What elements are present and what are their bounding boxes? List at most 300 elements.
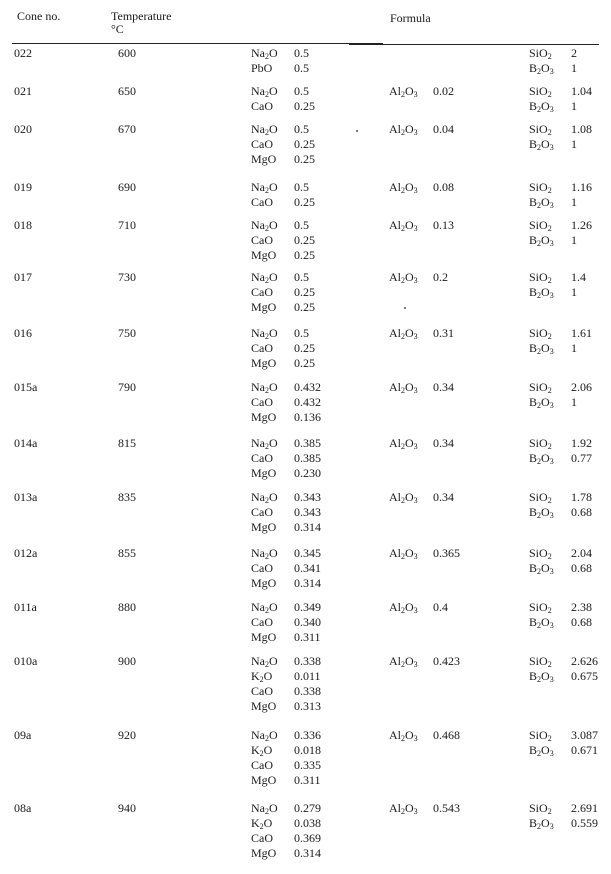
oxide-amount: 0.4: [433, 600, 448, 614]
oxide-formula: $Al_2O_3$: [389, 728, 418, 743]
oxide-amount: 3.087: [571, 728, 598, 742]
oxide-formula: MgO: [251, 698, 277, 713]
acid-oxide-column: [529, 801, 598, 831]
oxide-amount: 0.25: [294, 136, 315, 151]
oxide-amount: 0.279: [294, 801, 321, 815]
alumina-entry: [389, 326, 454, 341]
acid-oxide-column: [529, 46, 577, 76]
oxide-formula: $B_2O_3$: [529, 60, 554, 76]
acid-oxide-entry: [529, 99, 592, 114]
oxide-amount: 0.136: [294, 409, 321, 424]
oxide-formula: $Na_2O$: [251, 600, 278, 615]
temperature-value: 900: [118, 654, 136, 668]
oxide-formula: $B_2O_3$: [529, 614, 554, 630]
oxide-amount: 1.78: [571, 490, 592, 504]
oxide-formula: $Na_2O$: [251, 270, 278, 285]
oxide-amount: 0.5: [294, 218, 309, 232]
oxide-amount: 0.311: [294, 772, 321, 787]
ro-oxide-entry: [251, 630, 321, 645]
oxide-amount: 0.336: [294, 728, 321, 742]
acid-oxide-entry: [529, 654, 598, 669]
alumina-entry: [389, 546, 460, 561]
oxide-amount: 0.038: [294, 815, 321, 830]
alumina-entry: [389, 180, 454, 195]
ro-oxide-entry: [251, 195, 315, 210]
oxide-amount: 0.25: [294, 247, 315, 262]
acid-oxide-entry: [529, 46, 577, 61]
oxide-amount: 0.5: [294, 84, 309, 98]
oxide-formula: $Na_2O$: [251, 180, 278, 195]
oxide-formula: $Al_2O_3$: [389, 654, 418, 669]
ro-oxide-entry: [251, 669, 321, 684]
oxide-formula: MgO: [251, 575, 277, 590]
ro-oxide-column: [251, 600, 321, 645]
oxide-amount: 0.25: [294, 151, 315, 166]
oxide-formula: $Na_2O$: [251, 728, 278, 743]
acid-oxide-entry: [529, 505, 592, 520]
ro-oxide-column: [251, 218, 315, 263]
acid-oxide-column: [529, 326, 592, 356]
oxide-formula: $Na_2O$: [251, 436, 278, 451]
cone-number: 010a: [14, 654, 38, 668]
oxide-formula: CaO: [251, 757, 273, 772]
oxide-amount: 0.338: [294, 654, 321, 668]
oxide-amount: 1: [571, 284, 577, 299]
oxide-formula: $Al_2O_3$: [389, 546, 418, 561]
oxide-formula: SiO$_2$: [529, 546, 552, 561]
oxide-formula: MgO: [251, 355, 277, 370]
oxide-formula: SiO$_2$: [529, 728, 552, 743]
acid-oxide-column: [529, 728, 598, 758]
oxide-formula: $Na_2O$: [251, 546, 278, 561]
ro-oxide-entry: [251, 233, 315, 248]
oxide-amount: 1: [571, 194, 577, 209]
oxide-amount: 2.06: [571, 380, 592, 394]
ro-oxide-entry: [251, 816, 321, 831]
temperature-value: 855: [118, 546, 136, 560]
ro-oxide-column: [251, 180, 315, 210]
oxide-amount: 0.349: [294, 600, 321, 614]
ro-oxide-entry: [251, 122, 315, 137]
oxide-amount: 0.543: [433, 801, 460, 815]
oxide-amount: 0.31: [433, 326, 454, 340]
oxide-amount: 1.4: [571, 270, 586, 284]
oxide-amount: 0.369: [294, 830, 321, 845]
cone-number: 012a: [14, 546, 38, 560]
oxide-amount: 0.68: [571, 614, 592, 629]
acid-oxide-column: [529, 84, 592, 114]
oxide-amount: 1: [571, 340, 577, 355]
oxide-formula: $Na_2O$: [251, 326, 278, 341]
ro-oxide-entry: [251, 451, 321, 466]
ro-oxide-entry: [251, 395, 321, 410]
ro-oxide-column: [251, 436, 321, 481]
acid-oxide-column: [529, 122, 592, 152]
oxide-formula: $B_2O_3$: [529, 560, 554, 576]
ro-oxide-entry: [251, 490, 321, 505]
cone-number: 017: [14, 270, 32, 284]
ro-oxide-entry: [251, 576, 321, 591]
oxide-amount: 0.5: [294, 270, 309, 284]
oxide-formula: $Na_2O$: [251, 654, 278, 669]
ro-oxide-column: [251, 654, 321, 714]
oxide-amount: 0.5: [294, 180, 309, 194]
oxide-formula: $B_2O_3$: [529, 136, 554, 152]
oxide-formula: $K_2O$: [251, 815, 273, 831]
header-temperature-label: Temperature: [111, 9, 172, 23]
oxide-amount: 0.365: [433, 546, 460, 560]
alumina-entry: [389, 654, 460, 669]
acid-oxide-entry: [529, 285, 586, 300]
alumina-entry: [389, 728, 460, 743]
oxide-formula: $Na_2O$: [251, 218, 278, 233]
oxide-amount: 0.5: [294, 122, 309, 136]
oxide-formula: CaO: [251, 560, 273, 575]
ro-oxide-column: [251, 84, 315, 114]
ro-oxide-column: [251, 728, 321, 788]
temperature-value: 690: [118, 180, 136, 194]
header-formula: Formula: [390, 11, 431, 25]
oxide-amount: 0.25: [294, 98, 315, 113]
oxide-formula: SiO$_2$: [529, 180, 552, 195]
acid-oxide-column: [529, 436, 592, 466]
acid-oxide-entry: [529, 270, 586, 285]
oxide-formula: MgO: [251, 299, 277, 314]
oxide-amount: 1.92: [571, 436, 592, 450]
ro-oxide-entry: [251, 218, 315, 233]
oxide-amount: 1.04: [571, 84, 592, 98]
alumina-entry: [389, 436, 454, 451]
alumina-entry: [389, 490, 454, 505]
oxide-amount: 0.671: [571, 742, 598, 757]
oxide-formula: $Al_2O_3$: [389, 84, 418, 99]
ro-oxide-entry: [251, 300, 315, 315]
acid-oxide-entry: [529, 743, 598, 758]
alumina-column: [389, 270, 448, 285]
ro-oxide-entry: [251, 615, 321, 630]
oxide-formula: SiO$_2$: [529, 270, 552, 285]
cone-number: 021: [14, 84, 32, 98]
oxide-amount: 0.423: [433, 654, 460, 668]
acid-oxide-entry: [529, 218, 592, 233]
temperature-value: 650: [118, 84, 136, 98]
oxide-amount: 1.26: [571, 218, 592, 232]
alumina-column: [389, 436, 454, 451]
oxide-amount: 0.559: [571, 815, 598, 830]
oxide-formula: SiO$_2$: [529, 436, 552, 451]
acid-oxide-entry: [529, 615, 592, 630]
oxide-formula: $B_2O_3$: [529, 668, 554, 684]
alumina-entry: [389, 84, 454, 99]
oxide-amount: 0.25: [294, 299, 315, 314]
oxide-formula: SiO$_2$: [529, 654, 552, 669]
ro-oxide-entry: [251, 61, 309, 76]
oxide-formula: CaO: [251, 394, 273, 409]
oxide-formula: MgO: [251, 151, 277, 166]
acid-oxide-entry: [529, 801, 598, 816]
oxide-formula: $Na_2O$: [251, 84, 278, 99]
alumina-column: [389, 218, 454, 233]
oxide-formula: $Al_2O_3$: [389, 326, 418, 341]
oxide-amount: 0.313: [294, 698, 321, 713]
oxide-amount: 0.68: [571, 504, 592, 519]
oxide-amount: 0.340: [294, 614, 321, 629]
oxide-amount: 0.02: [433, 84, 454, 98]
oxide-formula: $Na_2O$: [251, 490, 278, 505]
oxide-formula: CaO: [251, 450, 273, 465]
oxide-formula: $K_2O$: [251, 668, 273, 684]
oxide-formula: MgO: [251, 247, 277, 262]
oxide-amount: 0.675: [571, 668, 598, 683]
oxide-amount: 0.338: [294, 683, 321, 698]
cone-number: 020: [14, 122, 32, 136]
acid-oxide-column: [529, 380, 592, 410]
oxide-amount: 0.343: [294, 504, 321, 519]
ro-oxide-entry: [251, 561, 321, 576]
acid-oxide-column: [529, 218, 592, 248]
oxide-amount: 0.018: [294, 742, 321, 757]
oxide-formula: SiO$_2$: [529, 600, 552, 615]
ro-oxide-entry: [251, 505, 321, 520]
acid-oxide-entry: [529, 84, 592, 99]
oxide-formula: $B_2O_3$: [529, 232, 554, 248]
oxide-amount: 1: [571, 232, 577, 247]
oxide-amount: 0.5: [294, 60, 309, 75]
oxide-amount: 0.341: [294, 560, 321, 575]
oxide-amount: 0.2: [433, 270, 448, 284]
oxide-formula: MgO: [251, 845, 277, 860]
oxide-formula: CaO: [251, 194, 273, 209]
oxide-amount: 1.61: [571, 326, 592, 340]
ro-oxide-entry: [251, 326, 315, 341]
oxide-amount: 0.335: [294, 757, 321, 772]
ro-oxide-entry: [251, 341, 315, 356]
cone-number: 09a: [14, 728, 32, 742]
oxide-amount: 0.011: [294, 668, 321, 683]
oxide-amount: 0.68: [571, 560, 592, 575]
ro-oxide-column: [251, 326, 315, 371]
oxide-formula: $B_2O_3$: [529, 450, 554, 466]
oxide-formula: CaO: [251, 232, 273, 247]
ro-oxide-column: [251, 801, 321, 861]
oxide-amount: 0.385: [294, 436, 321, 450]
temperature-value: 730: [118, 270, 136, 284]
ro-oxide-entry: [251, 728, 321, 743]
ro-oxide-entry: [251, 285, 315, 300]
alumina-column: [389, 600, 448, 615]
oxide-amount: 1.16: [571, 180, 592, 194]
oxide-amount: 0.04: [433, 122, 454, 136]
ro-oxide-entry: [251, 773, 321, 788]
oxide-formula: $Al_2O_3$: [389, 218, 418, 233]
acid-oxide-entry: [529, 233, 592, 248]
alumina-entry: [389, 380, 454, 395]
acid-oxide-column: [529, 180, 592, 210]
acid-oxide-entry: [529, 326, 592, 341]
oxide-amount: 0.77: [571, 450, 592, 465]
acid-oxide-entry: [529, 137, 592, 152]
oxide-formula: SiO$_2$: [529, 380, 552, 395]
oxide-formula: $Al_2O_3$: [389, 490, 418, 505]
oxide-formula: $Na_2O$: [251, 46, 278, 61]
cone-number: 011a: [14, 600, 37, 614]
alumina-entry: [389, 600, 448, 615]
oxide-amount: 2.626: [571, 654, 598, 668]
oxide-formula: SiO$_2$: [529, 122, 552, 137]
oxide-formula: $Al_2O_3$: [389, 600, 418, 615]
oxide-formula: SiO$_2$: [529, 326, 552, 341]
oxide-formula: $B_2O_3$: [529, 98, 554, 114]
oxide-amount: 0.468: [433, 728, 460, 742]
alumina-column: [389, 122, 454, 137]
oxide-amount: 0.5: [294, 46, 309, 60]
ro-oxide-entry: [251, 46, 309, 61]
oxide-formula: MgO: [251, 772, 277, 787]
acid-oxide-entry: [529, 180, 592, 195]
acid-oxide-entry: [529, 451, 592, 466]
acid-oxide-column: [529, 270, 586, 300]
cone-number: 016: [14, 326, 32, 340]
cone-number: 015a: [14, 380, 38, 394]
ro-oxide-entry: [251, 84, 315, 99]
cone-number: 013a: [14, 490, 38, 504]
alumina-column: [389, 490, 454, 505]
print-speck: [404, 307, 406, 309]
acid-oxide-entry: [529, 395, 592, 410]
oxide-formula: $Na_2O$: [251, 801, 278, 816]
ro-oxide-entry: [251, 758, 321, 773]
oxide-amount: 2.38: [571, 600, 592, 614]
oxide-amount: 1: [571, 98, 577, 113]
oxide-formula: $B_2O_3$: [529, 815, 554, 831]
ro-oxide-entry: [251, 248, 315, 263]
acid-oxide-column: [529, 600, 592, 630]
header-cone-no: Cone no.: [17, 9, 61, 23]
print-speck: [356, 130, 358, 132]
ro-oxide-entry: [251, 546, 321, 561]
alumina-column: [389, 84, 454, 99]
ro-oxide-entry: [251, 436, 321, 451]
acid-oxide-entry: [529, 490, 592, 505]
oxide-formula: $B_2O_3$: [529, 742, 554, 758]
alumina-entry: [389, 218, 454, 233]
oxide-formula: SiO$_2$: [529, 801, 552, 816]
oxide-formula: $B_2O_3$: [529, 340, 554, 356]
oxide-formula: $B_2O_3$: [529, 394, 554, 410]
ro-oxide-column: [251, 546, 321, 591]
oxide-amount: 0.314: [294, 519, 321, 534]
oxide-formula: MgO: [251, 409, 277, 424]
alumina-column: [389, 180, 454, 195]
ro-oxide-entry: [251, 410, 321, 425]
oxide-amount: 2.691: [571, 801, 598, 815]
ro-oxide-entry: [251, 699, 321, 714]
temperature-value: 835: [118, 490, 136, 504]
alumina-column: [389, 654, 460, 669]
oxide-amount: 0.25: [294, 284, 315, 299]
acid-oxide-entry: [529, 61, 577, 76]
acid-oxide-column: [529, 654, 598, 684]
oxide-amount: 0.311: [294, 629, 321, 644]
oxide-formula: PbO: [251, 60, 273, 75]
header-temperature-unit: °C: [111, 22, 124, 36]
oxide-formula: $Al_2O_3$: [389, 270, 418, 285]
temperature-value: 940: [118, 801, 136, 815]
oxide-formula: $Na_2O$: [251, 122, 278, 137]
ro-oxide-entry: [251, 801, 321, 816]
oxide-formula: $Al_2O_3$: [389, 180, 418, 195]
acid-oxide-entry: [529, 546, 592, 561]
oxide-amount: 0.230: [294, 465, 321, 480]
ro-oxide-entry: [251, 684, 321, 699]
oxide-formula: MgO: [251, 465, 277, 480]
acid-oxide-entry: [529, 341, 592, 356]
oxide-amount: 2: [571, 46, 577, 60]
acid-oxide-column: [529, 546, 592, 576]
ro-oxide-column: [251, 380, 321, 425]
oxide-amount: 0.25: [294, 194, 315, 209]
ro-oxide-entry: [251, 831, 321, 846]
ro-oxide-entry: [251, 654, 321, 669]
ro-oxide-entry: [251, 356, 315, 371]
alumina-column: [389, 326, 454, 341]
ro-oxide-entry: [251, 270, 315, 285]
oxide-amount: 0.25: [294, 232, 315, 247]
alumina-column: [389, 546, 460, 561]
oxide-formula: CaO: [251, 830, 273, 845]
cone-number: 018: [14, 218, 32, 232]
acid-oxide-entry: [529, 669, 598, 684]
oxide-formula: CaO: [251, 340, 273, 355]
cone-number: 022: [14, 46, 32, 60]
oxide-formula: $Al_2O_3$: [389, 122, 418, 137]
oxide-formula: $B_2O_3$: [529, 194, 554, 210]
alumina-column: [389, 801, 460, 816]
oxide-amount: 0.432: [294, 380, 321, 394]
oxide-formula: $Al_2O_3$: [389, 801, 418, 816]
oxide-amount: 0.343: [294, 490, 321, 504]
oxide-formula: $B_2O_3$: [529, 504, 554, 520]
alumina-entry: [389, 122, 454, 137]
oxide-formula: $B_2O_3$: [529, 284, 554, 300]
oxide-amount: 0.345: [294, 546, 321, 560]
oxide-formula: CaO: [251, 136, 273, 151]
oxide-amount: 1: [571, 394, 577, 409]
oxide-amount: 0.34: [433, 490, 454, 504]
ro-oxide-entry: [251, 99, 315, 114]
ro-oxide-entry: [251, 466, 321, 481]
oxide-amount: 0.314: [294, 845, 321, 860]
oxide-formula: MgO: [251, 629, 277, 644]
temperature-value: 815: [118, 436, 136, 450]
temperature-value: 710: [118, 218, 136, 232]
temperature-value: 790: [118, 380, 136, 394]
ro-oxide-column: [251, 122, 315, 167]
oxide-formula: $Na_2O$: [251, 380, 278, 395]
acid-oxide-entry: [529, 436, 592, 451]
cone-number: 08a: [14, 801, 32, 815]
cone-number: 014a: [14, 436, 38, 450]
oxide-formula: SiO$_2$: [529, 218, 552, 233]
ro-oxide-column: [251, 270, 315, 315]
alumina-column: [389, 728, 460, 743]
oxide-formula: $Al_2O_3$: [389, 380, 418, 395]
acid-oxide-entry: [529, 195, 592, 210]
oxide-formula: CaO: [251, 284, 273, 299]
oxide-formula: CaO: [251, 614, 273, 629]
acid-oxide-entry: [529, 728, 598, 743]
acid-oxide-entry: [529, 600, 592, 615]
